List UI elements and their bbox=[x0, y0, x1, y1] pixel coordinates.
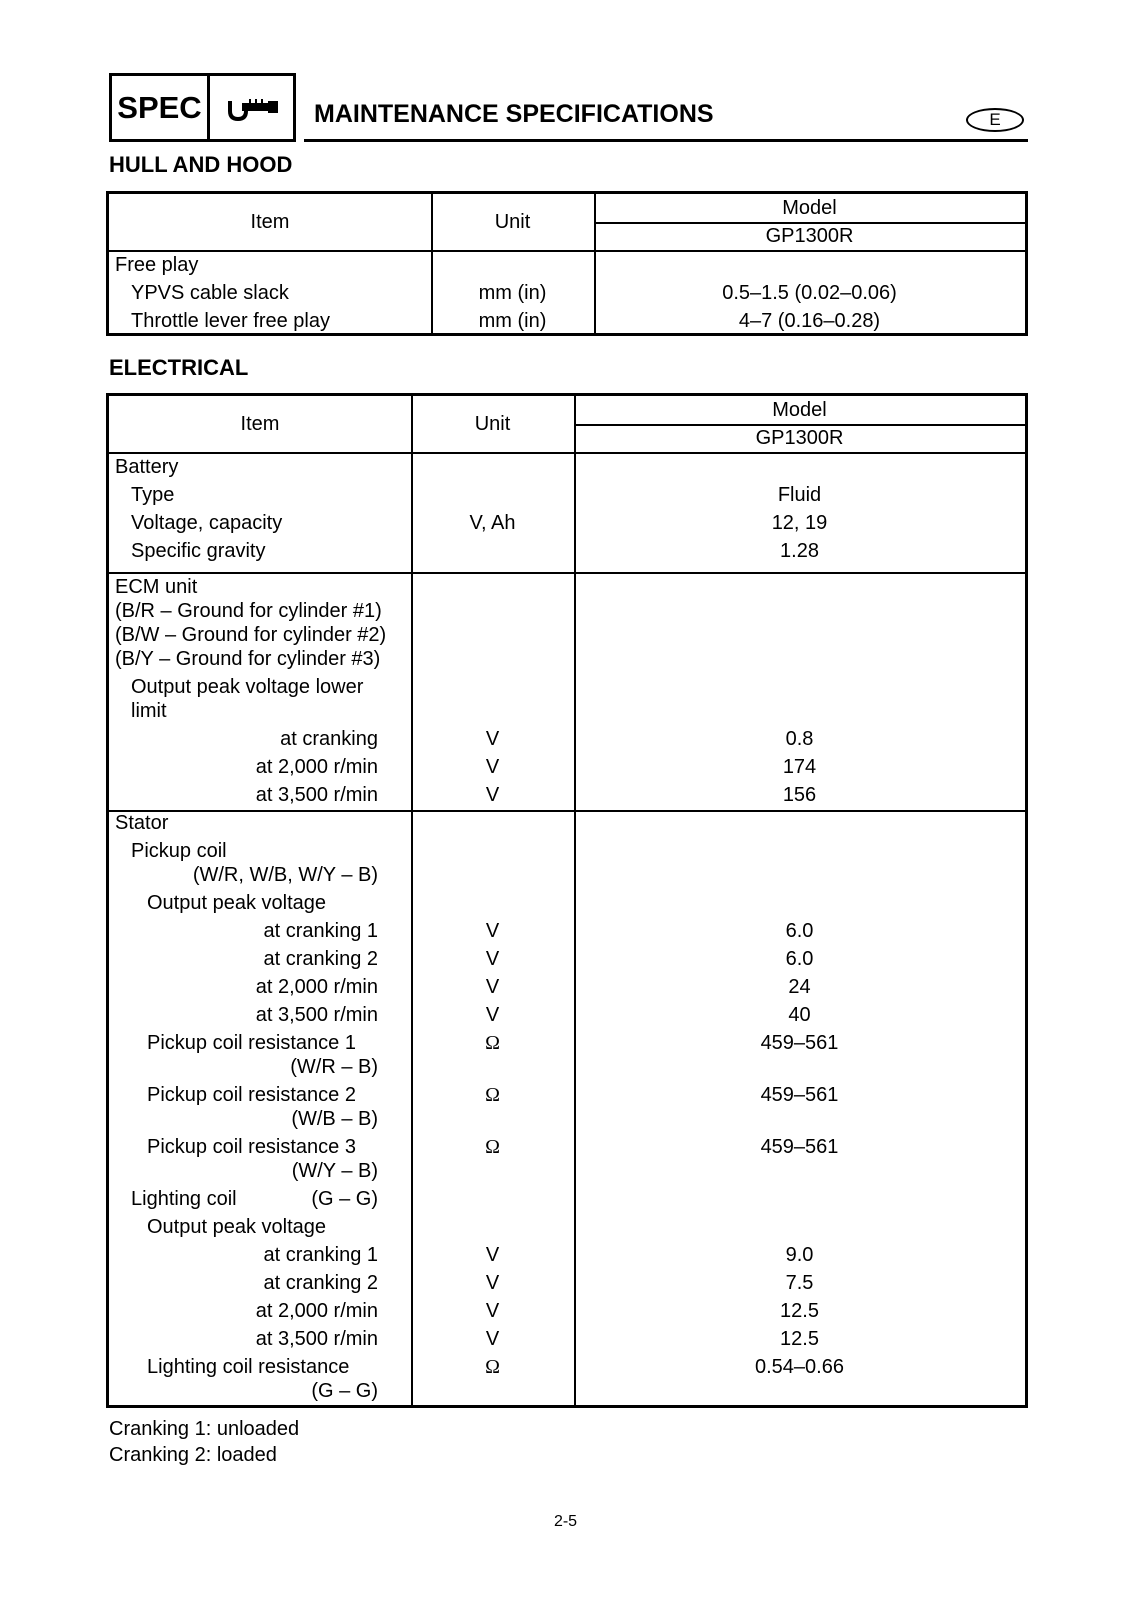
row-value: 174 bbox=[782, 756, 817, 778]
section-title-hull: HULL AND HOOD bbox=[109, 152, 293, 177]
hull-table bbox=[106, 191, 1028, 336]
ecm-output-label: Output peak voltage lower bbox=[131, 676, 364, 698]
row-unit: mm (in) bbox=[478, 310, 547, 332]
row-value: 459–561 bbox=[760, 1084, 839, 1106]
row-value: 459–561 bbox=[760, 1032, 839, 1054]
row-value: 1.28 bbox=[780, 540, 819, 562]
row-label-free-play: Free play bbox=[115, 254, 199, 276]
row-value: 156 bbox=[782, 784, 817, 806]
col-header-item: Item bbox=[240, 413, 280, 435]
row-unit: V bbox=[485, 948, 500, 970]
row-unit: V bbox=[485, 920, 500, 942]
row-label: YPVS cable slack bbox=[131, 282, 289, 304]
footnote: Cranking 1: unloaded bbox=[109, 1418, 300, 1440]
row-unit: V bbox=[485, 1244, 500, 1266]
row-value: 7.5 bbox=[785, 1272, 814, 1294]
row-unit: V bbox=[485, 784, 500, 806]
row-value: 9.0 bbox=[785, 1244, 814, 1266]
group-label-stator: Stator bbox=[115, 812, 169, 834]
ecm-output-label-cont: limit bbox=[131, 700, 167, 722]
ecm-wire-line: (B/R – Ground for cylinder #1) bbox=[115, 600, 382, 622]
row-label: Specific gravity bbox=[131, 540, 266, 562]
col-header-model-name: GP1300R bbox=[765, 225, 854, 247]
row-wires: (W/B – B) bbox=[291, 1108, 378, 1130]
row-label: at 3,500 r/min bbox=[255, 1328, 378, 1350]
row-value: 6.0 bbox=[785, 948, 814, 970]
col-header-model: Model bbox=[772, 399, 827, 421]
pickup-coil-wires: (W/R, W/B, W/Y – B) bbox=[192, 864, 378, 886]
row-unit: V bbox=[485, 1328, 500, 1350]
row-unit: V bbox=[485, 728, 500, 750]
col-header-model-name: GP1300R bbox=[755, 427, 844, 449]
row-label: Pickup coil resistance 1 bbox=[147, 1032, 356, 1054]
row-wires: (W/R – B) bbox=[290, 1056, 378, 1078]
lighting-coil-label: Lighting coil bbox=[131, 1188, 237, 1210]
row-label: Pickup coil resistance 3 bbox=[147, 1136, 356, 1158]
row-value: 12.5 bbox=[780, 1328, 819, 1350]
row-label: at 2,000 r/min bbox=[255, 756, 378, 778]
col-header-item: Item bbox=[250, 211, 290, 233]
row-value: 24 bbox=[788, 976, 811, 998]
row-label: at cranking bbox=[280, 728, 378, 750]
ecm-wire-line: (B/Y – Ground for cylinder #3) bbox=[115, 648, 381, 670]
row-label: at 2,000 r/min bbox=[255, 1300, 378, 1322]
col-header-unit: Unit bbox=[474, 413, 511, 435]
row-label: Lighting coil resistance bbox=[147, 1356, 350, 1378]
pickup-output-label: Output peak voltage bbox=[147, 892, 327, 914]
row-value: 459–561 bbox=[760, 1136, 839, 1158]
row-unit: Ω bbox=[485, 1136, 500, 1158]
row-label: Voltage, capacity bbox=[131, 512, 283, 534]
row-value: 12, 19 bbox=[771, 512, 828, 534]
row-value: 12.5 bbox=[780, 1300, 819, 1322]
lighting-output-label: Output peak voltage bbox=[147, 1216, 327, 1238]
row-label: at 3,500 r/min bbox=[255, 1004, 378, 1026]
row-label: at cranking 2 bbox=[263, 948, 378, 970]
micrometer-icon bbox=[210, 76, 293, 139]
lighting-coil-wires: (G – G) bbox=[311, 1188, 378, 1210]
row-unit: V bbox=[485, 1300, 500, 1322]
row-wires: (W/Y – B) bbox=[291, 1160, 378, 1182]
row-unit: V bbox=[485, 1004, 500, 1026]
section-title-electrical: ELECTRICAL bbox=[109, 355, 249, 380]
row-value: 0.5–1.5 (0.02–0.06) bbox=[722, 282, 897, 304]
title-underline bbox=[304, 139, 1028, 142]
row-value: 4–7 (0.16–0.28) bbox=[738, 310, 881, 332]
language-badge: E bbox=[966, 108, 1024, 132]
row-label: at cranking 1 bbox=[263, 1244, 378, 1266]
row-label: Type bbox=[131, 484, 175, 506]
pickup-coil-label: Pickup coil bbox=[131, 840, 227, 862]
row-unit: V bbox=[485, 756, 500, 778]
row-value: 40 bbox=[788, 1004, 811, 1026]
footnote: Cranking 2: loaded bbox=[109, 1444, 277, 1466]
row-unit: Ω bbox=[485, 1356, 500, 1378]
row-value: 6.0 bbox=[785, 920, 814, 942]
row-value: 0.8 bbox=[785, 728, 814, 750]
row-unit: V bbox=[485, 1272, 500, 1294]
row-value: 0.54–0.66 bbox=[755, 1356, 844, 1378]
col-header-model: Model bbox=[782, 197, 837, 219]
col-header-unit: Unit bbox=[494, 211, 531, 233]
page-number: 2-5 bbox=[553, 1513, 578, 1530]
ecm-wire-line: (B/W – Ground for cylinder #2) bbox=[115, 624, 387, 646]
row-unit: Ω bbox=[485, 1032, 500, 1054]
row-unit: V, Ah bbox=[469, 512, 516, 534]
row-label: Pickup coil resistance 2 bbox=[147, 1084, 356, 1106]
row-wires: (G – G) bbox=[311, 1380, 378, 1402]
page-title: MAINTENANCE SPECIFICATIONS bbox=[314, 100, 714, 128]
row-label: Throttle lever free play bbox=[131, 310, 330, 332]
group-label-ecm: ECM unit bbox=[115, 576, 198, 598]
row-label: at 2,000 r/min bbox=[255, 976, 378, 998]
row-unit: mm (in) bbox=[478, 282, 547, 304]
row-unit: V bbox=[485, 976, 500, 998]
row-unit: Ω bbox=[485, 1084, 500, 1106]
row-label: at cranking 2 bbox=[263, 1272, 378, 1294]
row-label: at cranking 1 bbox=[263, 920, 378, 942]
group-label-battery: Battery bbox=[115, 456, 179, 478]
electrical-table bbox=[106, 393, 1028, 1408]
spec-badge bbox=[109, 73, 296, 142]
row-label: at 3,500 r/min bbox=[255, 784, 378, 806]
row-value: Fluid bbox=[777, 484, 822, 506]
spec-badge-text: SPEC bbox=[112, 76, 210, 139]
